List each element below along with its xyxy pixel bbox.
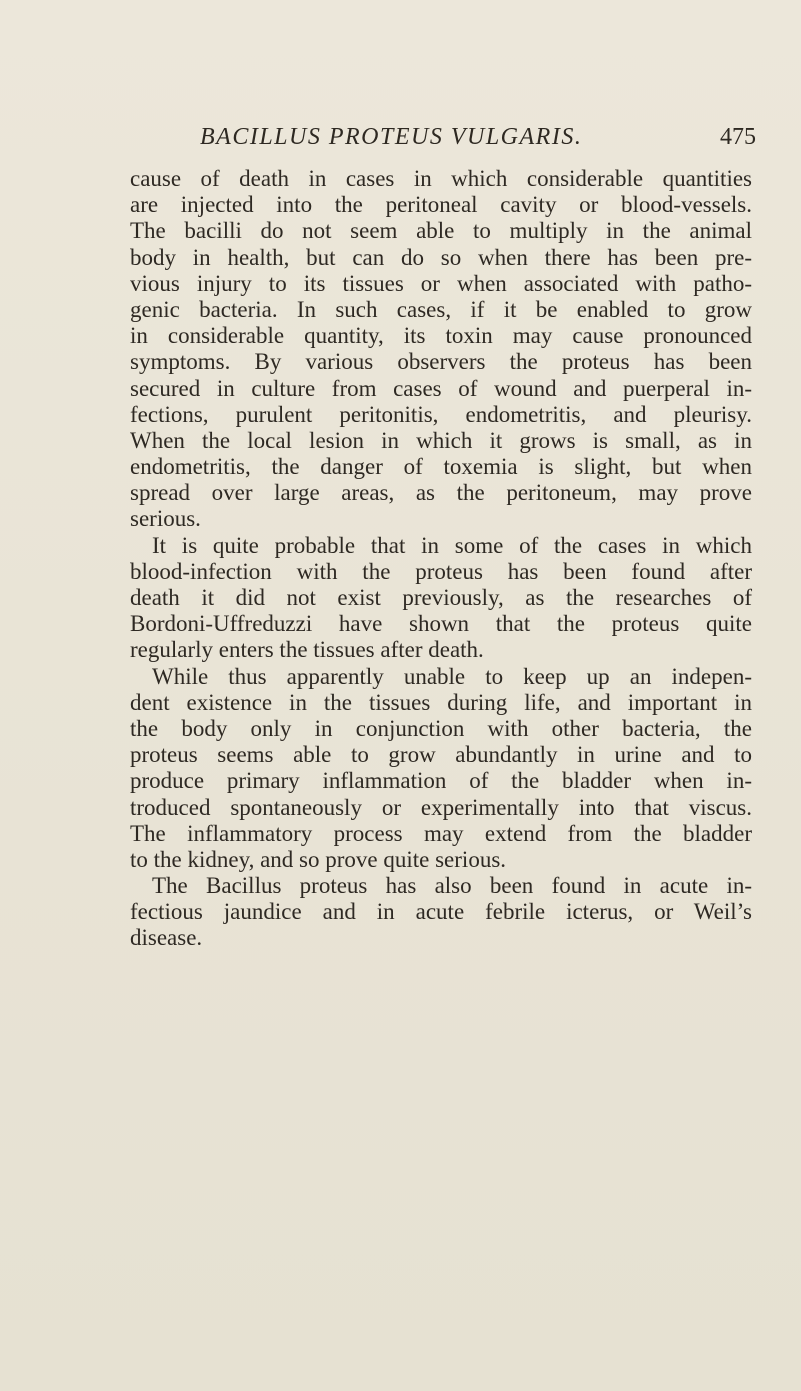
text-line: disease. [130,925,203,951]
text-line: proteus seems able to grow abundantly in urine and to [130,742,752,768]
text-line: troduced spontaneously or experimentally into that viscus. [130,794,752,820]
text-line: death it did not exist previously, as the researches of [130,585,752,610]
text-line: fectious jaundice and in acute febrile icterus, or Weil’s [130,899,752,925]
text-line: The bacilli do not seem able to multiply in the animal [130,218,752,244]
paragraph-2 [130,533,752,664]
text-line: vious injury to its tissues or when associated with patho- [130,270,752,296]
text-line: dent existence in the tissues during life, and important in [130,689,752,715]
page-header [200,124,756,158]
text-line: body in health, but can do so when there has been pre- [130,244,752,270]
text-line: are injected into the peritoneal cavity or blood-vessels. [130,192,752,218]
text-line: in considerable quantity, its toxin may cause pronounced [130,323,752,349]
paragraph-3 [130,664,752,874]
text-line: The Bacillus proteus has also been found in acute in- [152,873,752,899]
text-line: secured in culture from cases of wound and puerperal in- [130,375,752,401]
text-line: regularly enters the tissues after death. [130,637,484,663]
text-line: It is quite probable that in some of the cases in which [152,532,752,558]
text-line: genic bacteria. In such cases, if it be enabled to grow [130,296,752,322]
running-title: BACILLUS PROTEUS VULGARIS. [200,124,583,150]
text-line: to the kidney, and so prove quite serious. [130,846,507,872]
text-line: symptoms. By various observers the proteus has been [130,349,752,375]
text-line: blood-infection with the proteus has been found after [130,558,752,584]
text-line: cause of death in cases in which considerable quantities [130,166,752,191]
text-line: When the local lesion in which it grows is small, as in [130,427,752,453]
text-line: spread over large areas, as the peritoneum, may prove [130,480,752,506]
text-line: While thus apparently unable to keep up an indepen- [152,663,752,689]
text-line: endometritis, the danger of toxemia is slight, but when [130,454,752,480]
paragraph-4 [130,873,752,952]
text-line: The inflammatory process may extend from the bladder [130,820,752,846]
text-line: Bordoni-Uffreduzzi have shown that the proteus quite [130,611,752,637]
text-line: the body only in conjunction with other bacteria, the [130,715,752,741]
page-number: 475 [720,124,756,150]
body-text [130,166,752,952]
text-line: fections, purulent peritonitis, endometritis, and pleurisy. [130,401,752,427]
paragraph-1 [130,166,752,533]
text-line: produce primary inflammation of the bladder when in- [130,768,752,794]
text-line: serious. [130,506,201,532]
